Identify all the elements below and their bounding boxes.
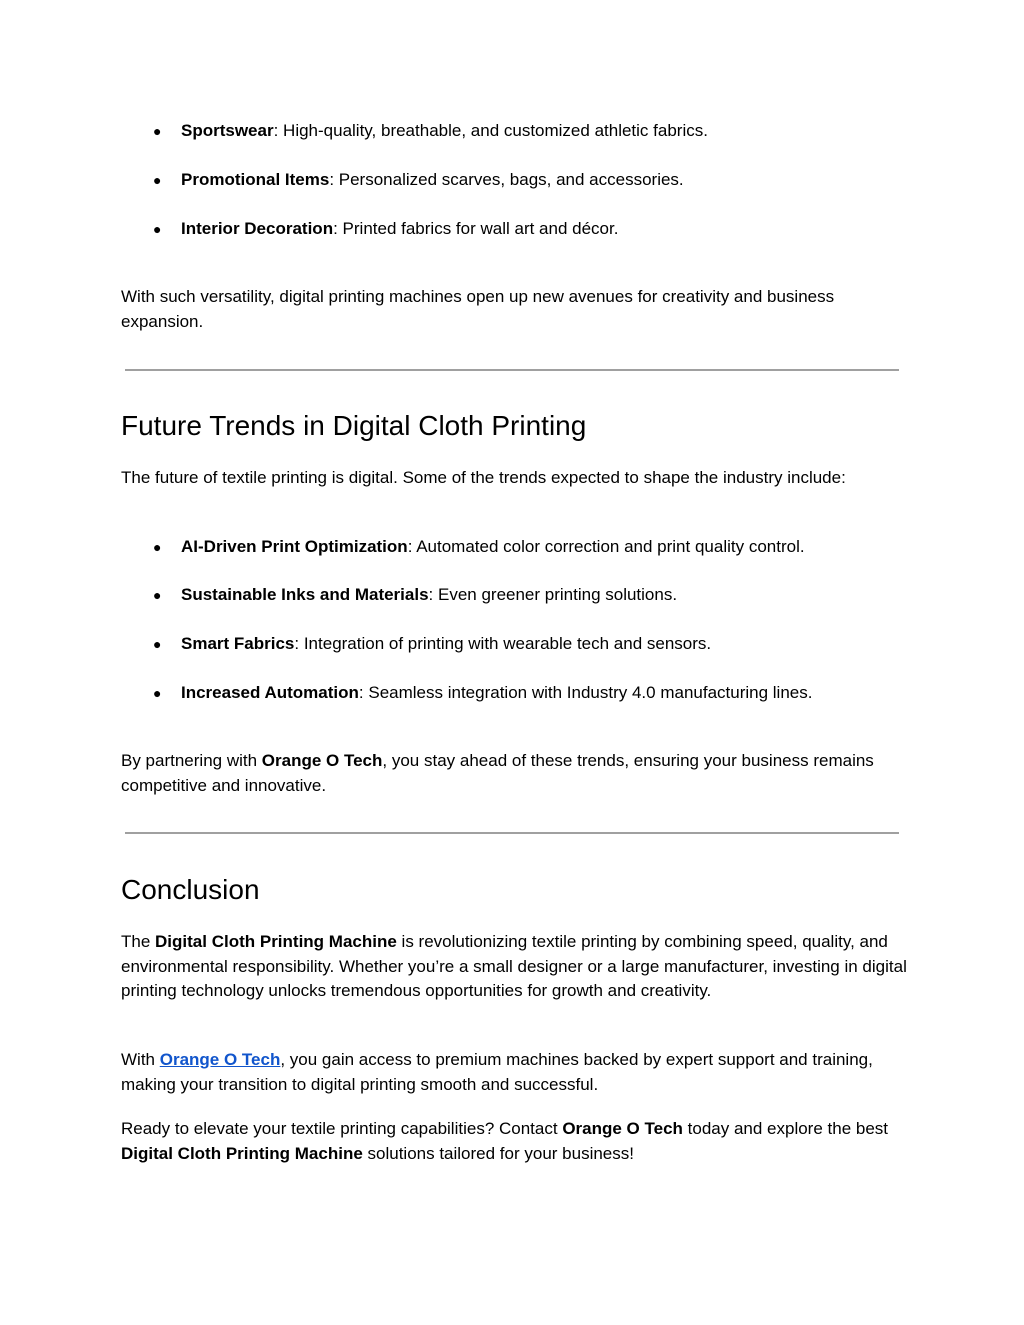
list-item-term: Sportswear: [181, 121, 274, 140]
list-item-desc: : Printed fabrics for wall art and décor.: [333, 219, 619, 238]
conclusion-paragraph-2: [121, 1048, 911, 1097]
future-trends-heading: Future Trends in Digital Cloth Printing: [121, 410, 587, 441]
product-name: Digital Cloth Printing Machine: [155, 932, 397, 951]
paragraph-text: solutions tailored for your business!: [362, 1143, 634, 1163]
paragraph-text: , you gain access to premium machines backed by expert support and training, making your transition to digital printing smooth and successful.: [121, 1050, 873, 1094]
list-item-term: Interior Decoration: [181, 219, 334, 238]
bullet-icon: ●: [153, 172, 162, 188]
partner-text: By partnering with: [121, 751, 262, 770]
versatility-paragraph: With such versatility, digital printing machines open up new avenues for creativity and business expansion.: [121, 287, 835, 331]
bullet-icon: ●: [153, 587, 162, 603]
partner-paragraph: [121, 749, 911, 798]
product-name: Digital Cloth Printing Machine: [121, 1143, 363, 1163]
list-item-term: Smart Fabrics: [181, 634, 295, 653]
list-item-term: Promotional Items: [181, 170, 330, 189]
list-item-term: Sustainable Inks and Materials: [181, 585, 429, 604]
partner-text: , you stay ahead of these trends, ensuring your business remains competitive and innovative.: [121, 751, 874, 795]
section-divider: [125, 369, 899, 371]
paragraph-text: today and explore the best: [682, 1119, 889, 1138]
bullet-icon: ●: [153, 685, 162, 701]
brand-name: Orange O Tech: [562, 1119, 683, 1138]
paragraph-text: is revolutionizing textile printing by combining speed, quality, and environmental responsibility. Whether you’re a small designer or a large manufacturer, investing in digital printing technology unlocks tremendous opportunities for growth and creativity.: [121, 932, 907, 1000]
bullet-icon: ●: [153, 123, 162, 139]
brand-name: Orange O Tech: [261, 751, 383, 770]
conclusion-paragraph-1: [121, 930, 911, 1004]
bullet-icon: ●: [153, 539, 162, 555]
bullet-icon: ●: [153, 221, 162, 237]
list-item-desc: : Automated color correction and print quality control.: [407, 537, 805, 556]
future-trends-intro: The future of textile printing is digital. Some of the trends expected to shape the industry include:: [121, 468, 846, 487]
paragraph-text: Ready to elevate your textile printing capabilities? Contact: [121, 1119, 563, 1138]
list-item-desc: : Integration of printing with wearable tech and sensors.: [294, 634, 712, 653]
paragraph-text: The: [121, 932, 156, 951]
list-item-desc: : Seamless integration with Industry 4.0 manufacturing lines.: [358, 683, 813, 702]
list-item-desc: : Even greener printing solutions.: [428, 585, 678, 604]
bullet-icon: ●: [153, 636, 162, 652]
conclusion-paragraph-3: [121, 1117, 911, 1166]
list-item-desc: : High-quality, breathable, and customized athletic fabrics.: [273, 121, 708, 140]
conclusion-heading: Conclusion: [121, 874, 260, 905]
paragraph-text: With: [121, 1050, 160, 1069]
list-item-desc: : Personalized scarves, bags, and accessories.: [329, 170, 684, 189]
list-item-term: AI-Driven Print Optimization: [181, 537, 408, 556]
section-divider: [125, 832, 899, 834]
orange-o-tech-link[interactable]: Orange O Tech: [159, 1050, 281, 1069]
list-item-term: Increased Automation: [181, 683, 359, 702]
